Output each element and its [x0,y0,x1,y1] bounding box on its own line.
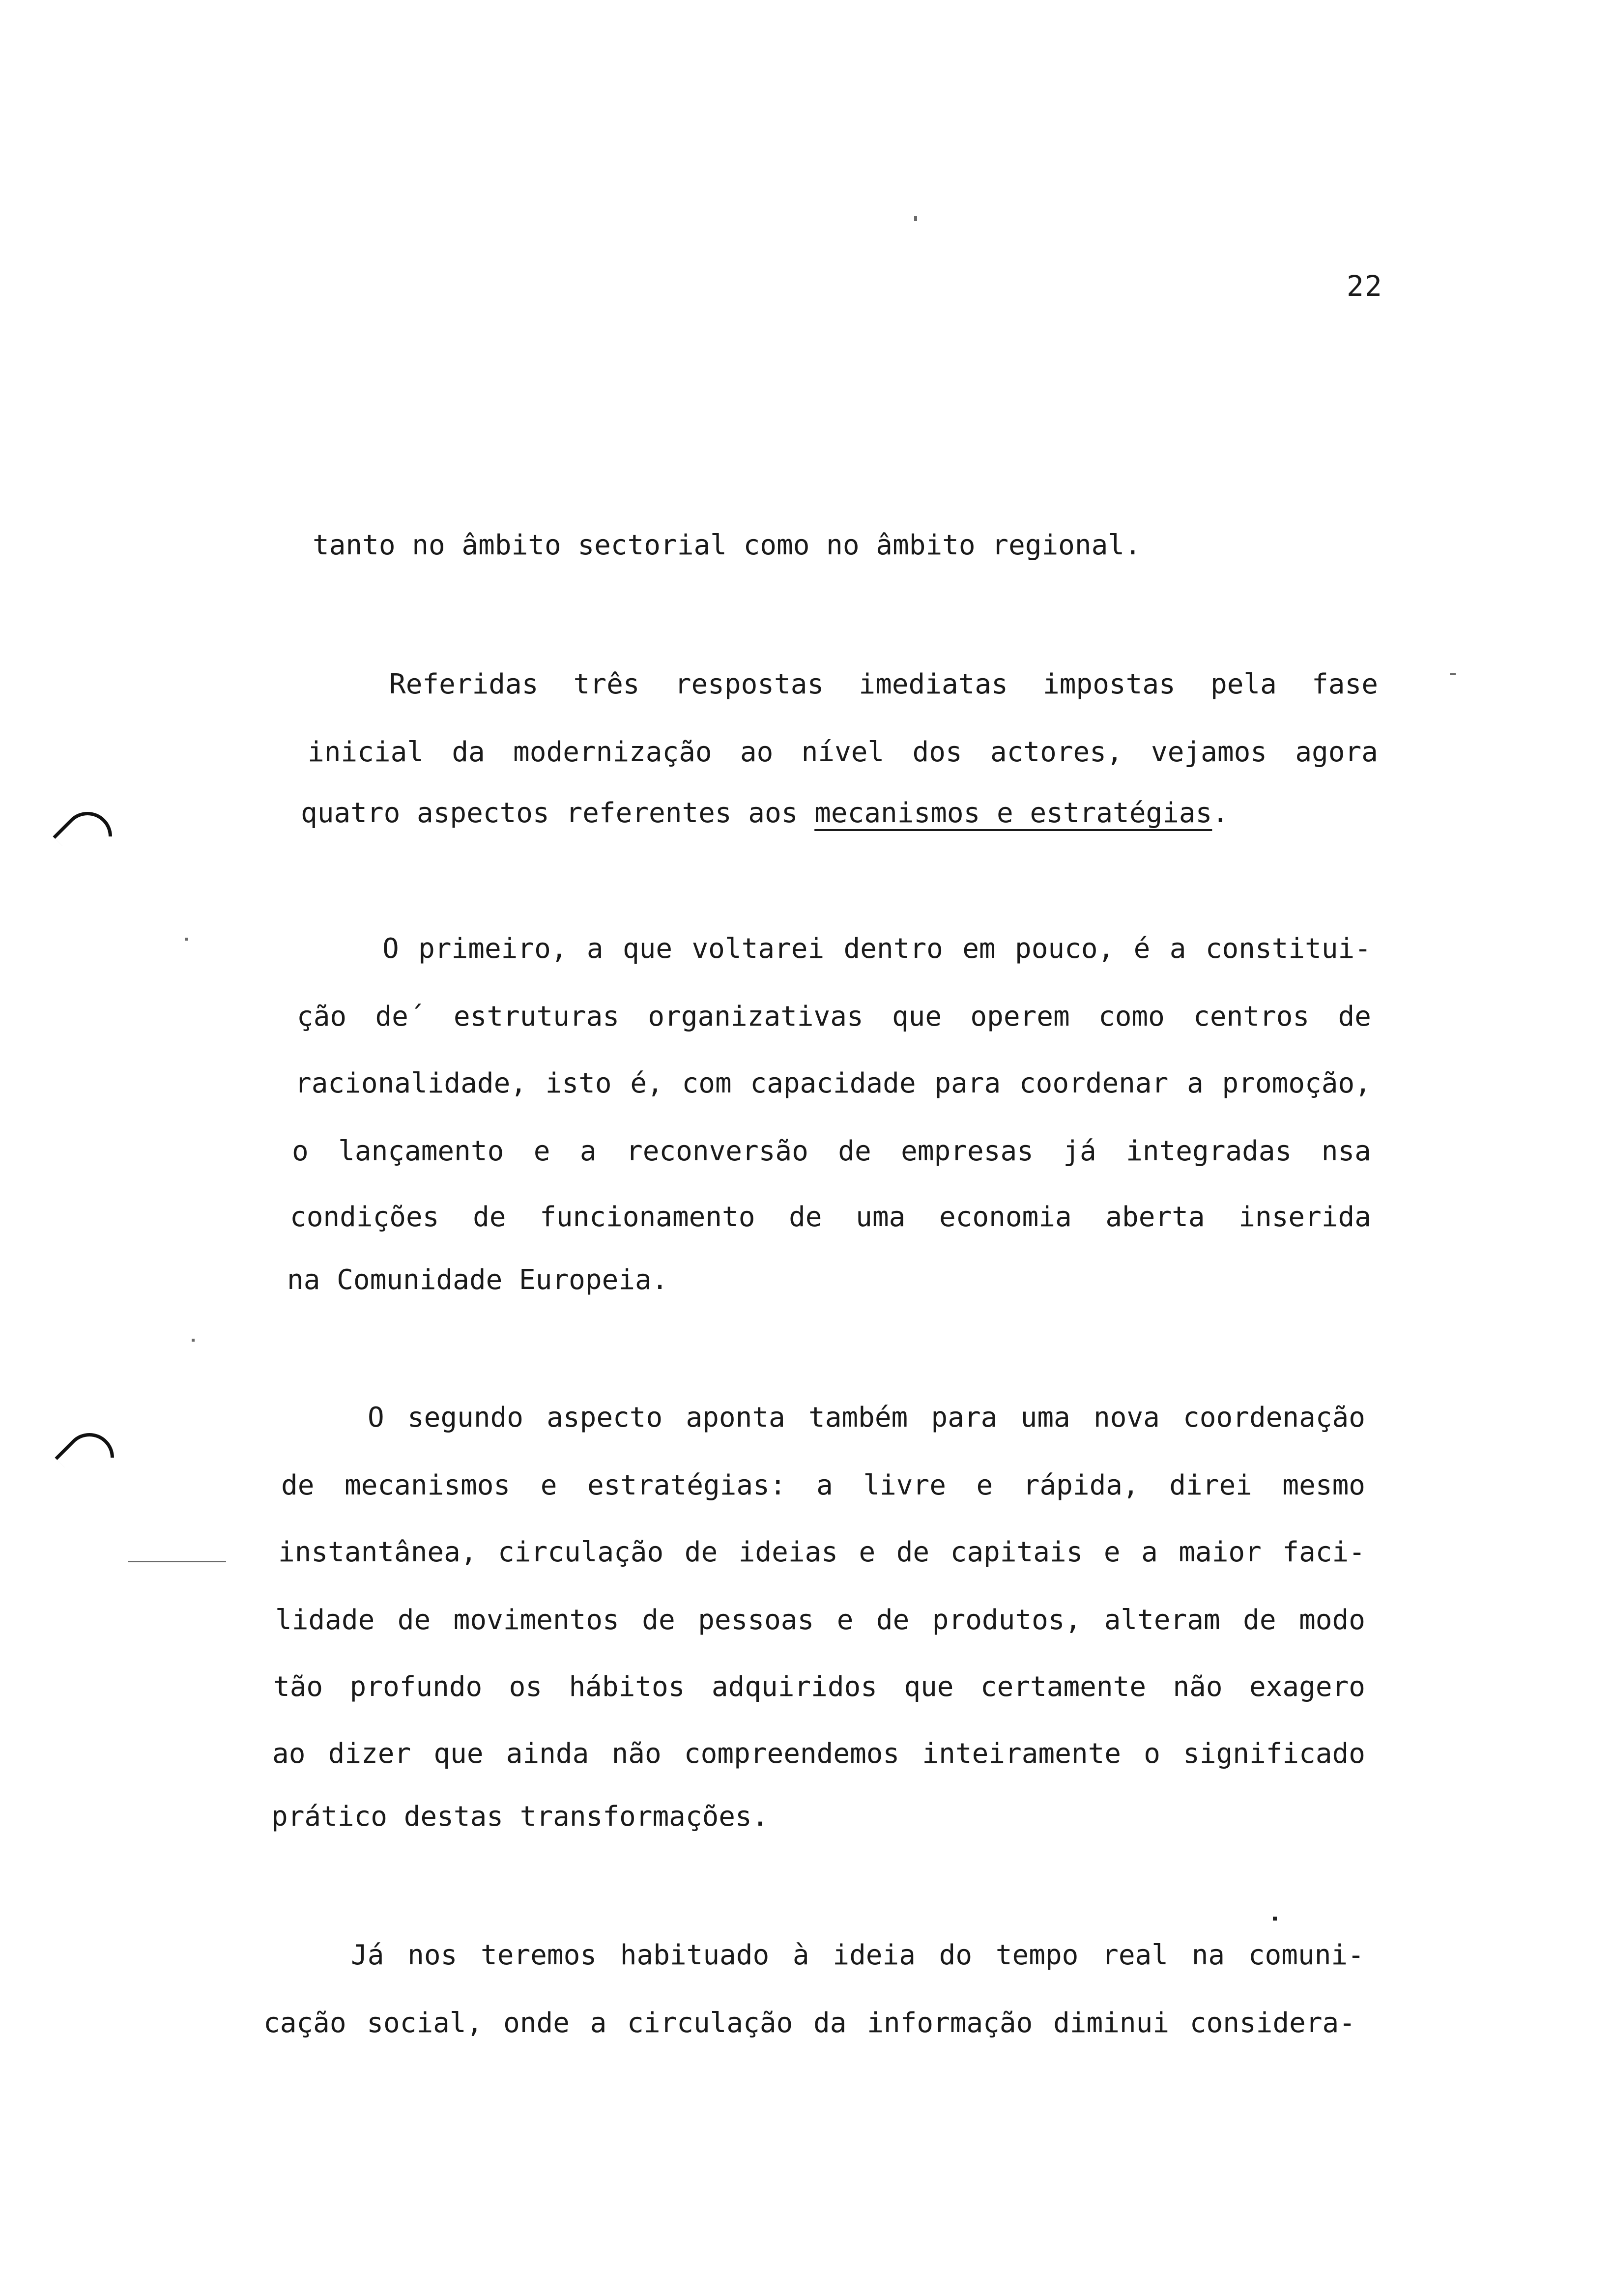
word: actores, [990,736,1123,768]
word: que [892,1001,942,1033]
punch-hole-mark-bottom [55,1423,124,1492]
word: habituado [620,1939,770,1971]
word: e [836,1604,854,1636]
word: para [934,1067,1001,1099]
word: ção [297,1001,347,1033]
word: ideia [833,1939,916,1971]
word: e [533,1135,550,1167]
word: coordenar [1019,1067,1169,1099]
word: de´ [375,1001,425,1033]
word: inicial [308,736,424,768]
word: de [789,1201,822,1233]
word: respostas [674,668,824,700]
word: agora [1295,736,1378,768]
word: lançamento [338,1135,504,1167]
margin-rule-mark [128,1561,226,1562]
text-line [297,1000,1371,1034]
word: nível [801,736,885,768]
word: fase [1312,668,1378,700]
word: circulação [627,2007,793,2039]
scan-speck [192,1339,195,1342]
word: vejamos [1151,736,1267,768]
word: empresas [901,1135,1034,1167]
word: do [939,1939,973,1971]
text-segment: . [1212,797,1229,829]
word: a [1169,933,1186,965]
word: Já [351,1939,384,1971]
word: O [382,933,399,965]
word: pouco, [1015,933,1115,965]
word: de [876,1604,910,1636]
word: exagero [1249,1671,1365,1703]
word: adquiridos [711,1671,877,1703]
word: O [368,1402,384,1434]
word: onde [503,2007,570,2039]
word: constitui- [1205,933,1371,965]
text-line [290,1200,1371,1234]
word: em [962,933,996,965]
page-number: 22 [1347,269,1383,303]
word: e [859,1536,876,1568]
word: segundo [407,1402,523,1434]
scan-speck [1273,1917,1277,1921]
word: instantânea, [278,1536,477,1568]
word: capacidade [750,1067,916,1099]
word: que [433,1738,484,1770]
word: já [1063,1135,1096,1167]
word: promoção, [1222,1067,1371,1099]
word: faci- [1282,1536,1365,1568]
word: é [1133,933,1151,965]
word: isto [545,1067,612,1099]
text-line [272,1737,1365,1771]
word: o [292,1135,309,1167]
word: de [1243,1604,1276,1636]
text-line [301,796,1229,831]
word: aberta [1105,1201,1205,1233]
word: cação [263,2007,346,2039]
word: diminui [1053,2007,1170,2039]
word: dos [912,736,962,768]
word: a [579,1135,597,1167]
text-line [295,1066,1371,1101]
word: ao [272,1738,306,1770]
text-segment: quatro aspectos referentes aos [301,797,815,829]
word: de [896,1536,930,1568]
word: hábitos [569,1671,685,1703]
word: de [397,1604,431,1636]
word: teremos [481,1939,597,1971]
word: a [586,933,604,965]
word: os [509,1671,543,1703]
word: funcionamento [540,1201,755,1233]
word: que [904,1671,954,1703]
word: a [590,2007,607,2039]
word: real [1102,1939,1168,1971]
text-line [368,1401,1365,1435]
word: economia [939,1201,1072,1233]
word: compreendemos [684,1738,900,1770]
word: tempo [995,1939,1079,1971]
word: considera- [1189,2007,1355,2039]
word: é, [630,1067,663,1099]
text-line [351,1938,1364,1973]
word: a [1141,1536,1158,1568]
word: livre [863,1469,946,1501]
word: dentro [843,933,943,965]
word: condições [290,1201,439,1233]
word: estratégias: [587,1469,786,1501]
word: movimentos [453,1604,619,1636]
word: organizativas [648,1001,864,1033]
text-line [275,1603,1365,1637]
word: circulação [498,1536,664,1568]
text-line [389,667,1378,702]
word: da [452,736,485,768]
underlined-phrase: mecanismos e estratégias [814,797,1212,829]
word: uma [856,1201,906,1233]
word: racionalidade, [295,1067,527,1099]
text-line: na Comunidade Europeia. [287,1264,668,1296]
word: que [622,933,673,965]
word: ao [740,736,774,768]
word: impostas [1043,668,1176,700]
word: alteram [1104,1604,1220,1636]
text-line [278,1535,1365,1570]
word: não [611,1738,662,1770]
text-line: prático destas transformações. [271,1801,769,1833]
word: ainda [506,1738,589,1770]
text-line [263,2006,1355,2040]
word: de [642,1604,675,1636]
word: tão [273,1671,323,1703]
word: reconversão [626,1135,808,1167]
word: da [813,2007,847,2039]
word: capitais [950,1536,1083,1568]
word: operem [970,1001,1070,1033]
word: de [473,1201,506,1233]
scan-speck [914,216,917,221]
word: também [808,1402,908,1434]
word: nova [1094,1402,1160,1434]
word: na [1191,1939,1225,1971]
text-line [292,1134,1371,1169]
word: pela [1210,668,1277,700]
word: ideias [738,1536,838,1568]
word: inteiramente [922,1738,1121,1770]
word: para [931,1402,998,1434]
word: nsa [1321,1135,1371,1167]
text-line: tanto no âmbito sectorial como no âmbito regional. [313,529,1141,561]
word: rápida, [1023,1469,1139,1501]
word: de [1338,1001,1371,1033]
text-line [281,1468,1365,1503]
word: de [281,1469,315,1501]
word: profundo [349,1671,483,1703]
word: mesmo [1282,1469,1365,1501]
word: maior [1179,1536,1262,1568]
word: inserida [1238,1201,1371,1233]
word: direi [1169,1469,1252,1501]
word: mecanismos [344,1469,511,1501]
word: uma [1020,1402,1070,1434]
word: dizer [328,1738,411,1770]
word: primeiro, [418,933,568,965]
word: de [684,1536,718,1568]
word: e [976,1469,993,1501]
scan-speck [185,938,188,941]
word: como [1098,1001,1165,1033]
word: centros [1193,1001,1310,1033]
word: nos [407,1939,458,1971]
text-line [382,932,1371,966]
word: informação [867,2007,1033,2039]
word: modernização [513,736,712,768]
word: significado [1183,1738,1365,1770]
word: pessoas [698,1604,814,1636]
word: três [573,668,640,700]
text-line [273,1670,1365,1704]
word: de [838,1135,871,1167]
punch-hole-mark-top [53,802,122,871]
word: aponta [686,1402,785,1434]
word: certamente [980,1671,1147,1703]
word: o [1144,1738,1160,1770]
text-line [308,735,1378,770]
word: à [792,1939,809,1971]
word: coordenação [1183,1402,1365,1434]
word: com [682,1067,732,1099]
word: Referidas [389,668,539,700]
word: produtos, [932,1604,1082,1636]
word: integradas [1126,1135,1292,1167]
word: não [1173,1671,1223,1703]
scan-speck [1450,673,1456,675]
word: estruturas [453,1001,620,1033]
word: a [816,1469,833,1501]
word: aspecto [547,1402,663,1434]
word: comuni- [1248,1939,1364,1971]
word: e [540,1469,557,1501]
word: voltarei [691,933,825,965]
word: social, [367,2007,483,2039]
word: e [1103,1536,1121,1568]
word: lidade [275,1604,375,1636]
word: imediatas [859,668,1008,700]
word: a [1187,1067,1204,1099]
word: modo [1299,1604,1365,1636]
